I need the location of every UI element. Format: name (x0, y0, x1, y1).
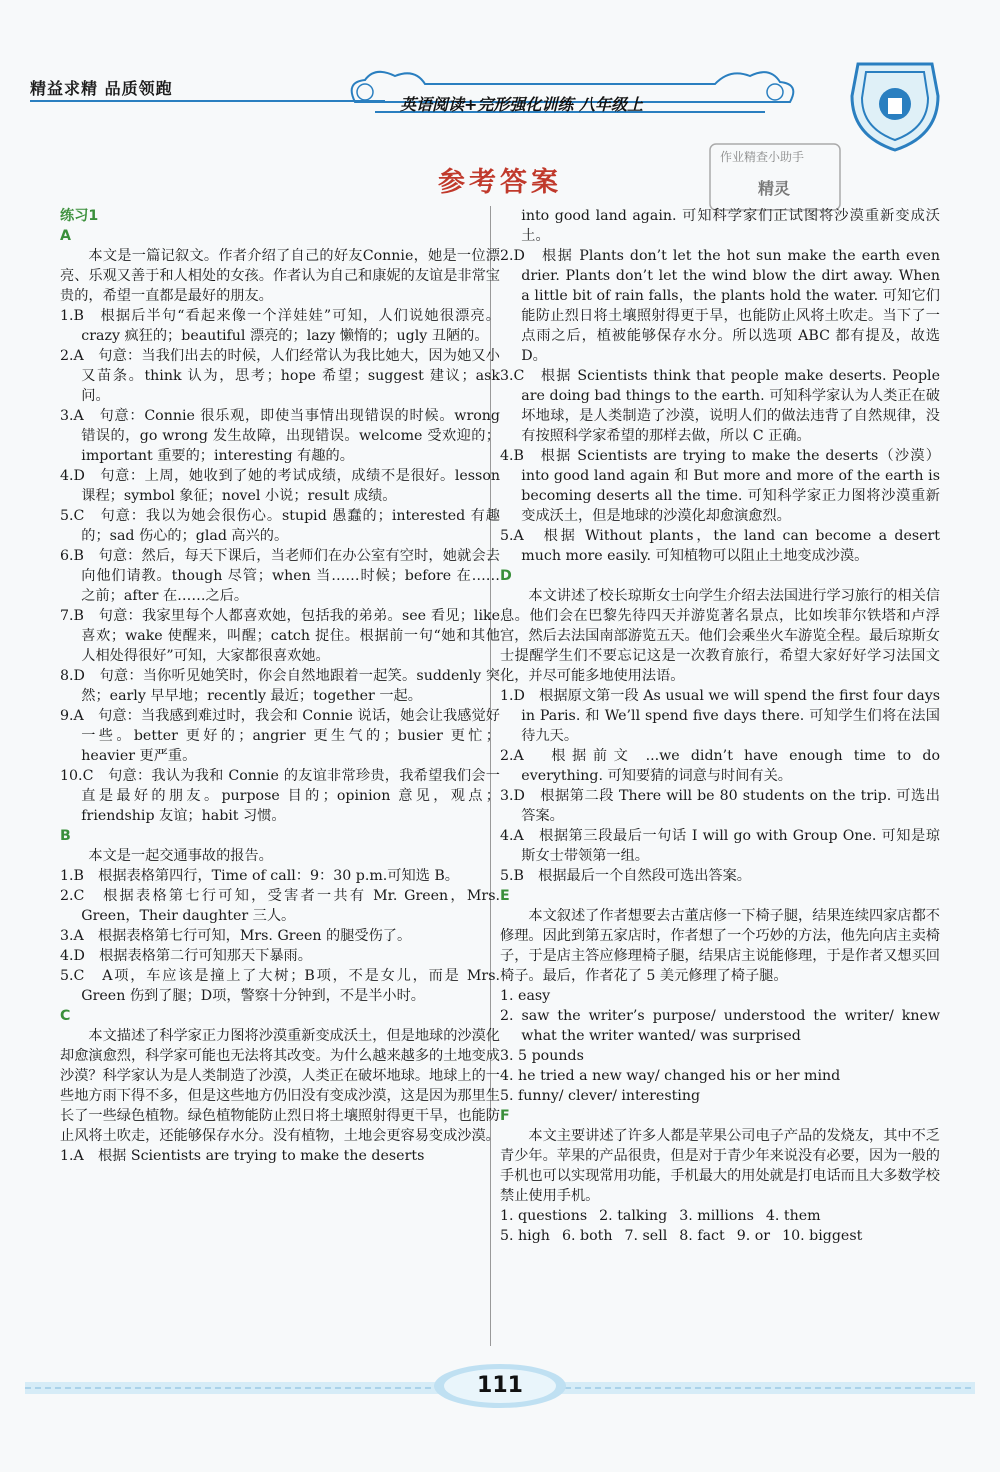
answer-item-continued: into good land again. 可知科学家们正试图将沙漠重新变成沃土。 (521, 208, 940, 244)
section-f-heading: F (500, 1108, 510, 1124)
header-rule-left (30, 100, 385, 102)
answer-item: 3.A 句意：Connie 很乐观，即使当事情出现错误的时候。wrong 错误的，go wrong 发生故障，出现错误。welcome 受欢迎的；important 重要的；interesting 有趣的。 (60, 408, 500, 464)
section-e-heading: E (500, 888, 510, 904)
answer-item: 2.A 句意：当我们出去的时候，人们经常认为我比她大，因为她又小又苗条。think 认为，思考；hope 希望；suggest 建议；ask 问。 (60, 348, 500, 404)
answer-item: 1. easy (500, 988, 551, 1004)
answer-item: 10.C 句意：我认为我和 Connie 的友谊非常珍贵，我希望我们会一直是最好的朋友。purpose 目的；opinion 意见，观点；friendship 友谊；habit 习惯。 (60, 768, 500, 824)
answer-item: 9.A 句意：当我感到难过时，我会和 Connie 说话，她会让我感觉好一些。better 更好的；angrier 更生气的；busier 更忙；heavier 更严重。 (60, 708, 500, 764)
answer-word: 1. questions (500, 1208, 588, 1224)
book-title: 英语阅读+完形强化训练 八年级上 (400, 95, 643, 114)
stamp-text: 作业精查小助手 (720, 150, 805, 164)
answer-item: 7.B 句意：我家里每个人都喜欢她，包括我的弟弟。see 看见；like 喜欢；wake 使醒来，叫醒；catch 捉住。根据前一句“她和其他人相处得很好”可知，大家都很喜欢她。 (60, 608, 500, 664)
answer-item: 1.B 根据后半句“看起来像一个洋娃娃”可知，人们说她很漂亮。crazy 疯狂的；beautiful 漂亮的；lazy 懒惰的；ugly 丑陋的。 (60, 308, 500, 344)
practice-heading: 练习1 (60, 208, 99, 224)
school-emblem-icon (848, 56, 942, 154)
answer-item: 4.B 根据 Scientists are trying to make the deserts（沙漠）into good land again 和 But more and more of the earth is becoming deserts all the time. 可知科学家正力图将沙漠重新变成沃土，但是地球的沙漠化却愈演愈烈。 (500, 448, 940, 524)
answer-word: 8. fact (679, 1228, 725, 1244)
section-b-heading: B (60, 828, 71, 844)
answer-word: 2. talking (599, 1208, 668, 1224)
section-a-heading: A (60, 228, 71, 244)
right-column (500, 206, 940, 1246)
answer-item: 5.C 句意：我以为她会很伤心。stupid 愚蠢的；interested 有趣的；sad 伤心的；glad 高兴的。 (60, 508, 500, 544)
section-e-intro: 本文叙述了作者想要去古董店修一下椅子腿，结果连续四家店都不修理。因此到第五家店时，作者想了一个巧妙的方法，他先向店主卖椅子，于是店主答应修理椅子腿，结果店主说能修理，于是作者又想买回椅子。最后，作者花了 5 美元修理了椅子腿。 (500, 908, 940, 984)
header-slogan: 精益求精 品质领跑 (30, 79, 173, 98)
answer-item: 3.D 根据第二段 There will be 80 students on the trip. 可选出答案。 (500, 788, 940, 824)
answer-word: 5. high (500, 1228, 550, 1244)
answer-item: 3.A 根据表格第七行可知，Mrs. Green 的腿受伤了。 (60, 928, 412, 944)
page-number: 111 (477, 1373, 523, 1398)
answer-item: 2. saw the writer’s purpose/ understood the writer/ knew what the writer wanted/ was surprised (500, 1008, 940, 1044)
answer-row-2 (500, 1226, 940, 1246)
answer-item: 4.A 根据第三段最后一句话 I will go with Group One. 可知是琼斯女士带领第一组。 (500, 828, 940, 864)
answer-item: 6.B 句意：然后，每天下课后，当老师们在办公室有空时，她就会去向他们请教。though 尽管；when 当……时候；before 在……之前；after 在……之后。 (60, 548, 500, 604)
answer-item: 2.C 根据表格第七行可知，受害者一共有 Mr. Green，Mrs. Green，Their daughter 三人。 (60, 888, 500, 924)
answer-item: 4.D 句意：上周，她收到了她的考试成绩，成绩不是很好。lesson 课程；symbol 象征；novel 小说；result 成绩。 (60, 468, 500, 504)
answer-word: 3. millions (679, 1208, 754, 1224)
answer-item: 8.D 句意：当你听见她笑时，你会自然地跟着一起笑。suddenly 突然；early 早早地；recently 最近；together 一起。 (60, 668, 500, 704)
answer-item: 3.C 根据 Scientists think that people make deserts. People are doing bad things to the earth. 可知科学家认为人类正在破坏地球，是人类制造了沙漠，说明人们的做法违背了自然规律，没有按照科学家希望的那样去做，所以 C 正确。 (500, 368, 940, 444)
answer-item: 2.A 根据前文 ...we didn’t have enough time to do everything. 可知要猜的词意与时间有关。 (500, 748, 940, 784)
answer-word: 9. or (736, 1228, 771, 1244)
answer-word: 7. sell (624, 1228, 668, 1244)
answer-word: 4. them (765, 1208, 821, 1224)
answer-word: 10. biggest (782, 1228, 863, 1244)
section-d-heading: D (500, 568, 512, 584)
answer-item: 5.C A项，车应该是撞上了大树；B项，不是女儿，而是 Mrs. Green 伤到了腿；D项，警察十分钟到，不是半小时。 (60, 968, 500, 1004)
section-c-heading: C (60, 1008, 71, 1024)
section-f-intro: 本文主要讲述了许多人都是苹果公司电子产品的发烧友，其中不乏青少年。苹果的产品很贵，但是对于青少年来说没有必要，因为一般的手机也可以实现常用功能，手机最大的用处就是打电话而且大多数学校禁止使用手机。 (500, 1128, 940, 1204)
answer-item: 5.A 根据 Without plants，the land can become a desert much more easily. 可知植物可以阻止土地变成沙漠。 (500, 528, 940, 564)
section-a-intro: 本文是一篇记叙文。作者介绍了自己的好友Connie，她是一位漂亮、乐观又善于和人相处的女孩。作者认为自己和康妮的友谊是非常宝贵的，希望一直都是最好的朋友。 (60, 248, 500, 304)
answer-word: 6. both (561, 1228, 613, 1244)
left-column (60, 206, 500, 1166)
answer-item: 3. 5 pounds (500, 1048, 584, 1064)
answer-item: 1.D 根据原文第一段 As usual we will spend the first four days in Paris. 和 We’ll spend five days there. 可知学生们将在法国待九天。 (500, 688, 940, 744)
answer-item: 4.D 根据表格第二行可知那天下暴雨。 (60, 948, 312, 964)
section-b-intro: 本文是一起交通事故的报告。 (88, 848, 273, 864)
answer-item: 5.B 根据最后一个自然段可选出答案。 (500, 868, 751, 884)
section-d-intro: 本文讲述了校长琼斯女士向学生介绍去法国进行学习旅行的相关信息。他们会在巴黎先待四天并游览著名景点，比如埃菲尔铁塔和卢浮宫，然后去法国南部游览五天。他们会乘坐火车游览全程。最后琼斯女士提醒学生们不要忘记这是一次教育旅行，希望大家好好学习法国文化，并尽可能多地使用法语。 (500, 588, 940, 684)
answer-item: 2.D 根据 Plants don’t let the hot sun make the earth even drier. Plants don’t let the wind blow the dirt away. When a little bit of rain falls，the plants hold the water. 可知它们能防止烈日将土壤照射得更于旱，也能防止风将土吹走。当下了一点雨之后，植被能够保存水分。所以选项 ABC 都有提及，故选 D。 (500, 248, 940, 364)
answer-item: 1.B 根据表格第四行，Time of call：9：30 p.m.可知选 B。 (60, 868, 459, 884)
answer-item: 1.A 根据 Scientists are trying to make the deserts (60, 1148, 425, 1164)
section-c-intro: 本文描述了科学家正力图将沙漠重新变成沃土，但是地球的沙漠化却愈演愈烈，科学家可能也无法将其改变。为什么越来越多的土地变成沙漠？科学家认为是人类制造了沙漠，人类正在破坏地球。地球上的一些地方雨下得不多，但是这些地方仍旧没有变成沙漠，这是因为那里生长了一些绿色植物。绿色植物能防止烈日将土壤照射得更干旱，也能防止风将土吹走，还能够保存水分。没有植物，土地会更容易变成沙漠。 (60, 1028, 500, 1144)
stamp-sub: 精灵 (758, 179, 791, 198)
answer-row-1 (500, 1206, 940, 1226)
answer-item: 4. he tried a new way/ changed his or her mind (500, 1068, 841, 1084)
page-title: 参考答案 (438, 167, 562, 198)
answer-item: 5. funny/ clever/ interesting (500, 1088, 701, 1104)
